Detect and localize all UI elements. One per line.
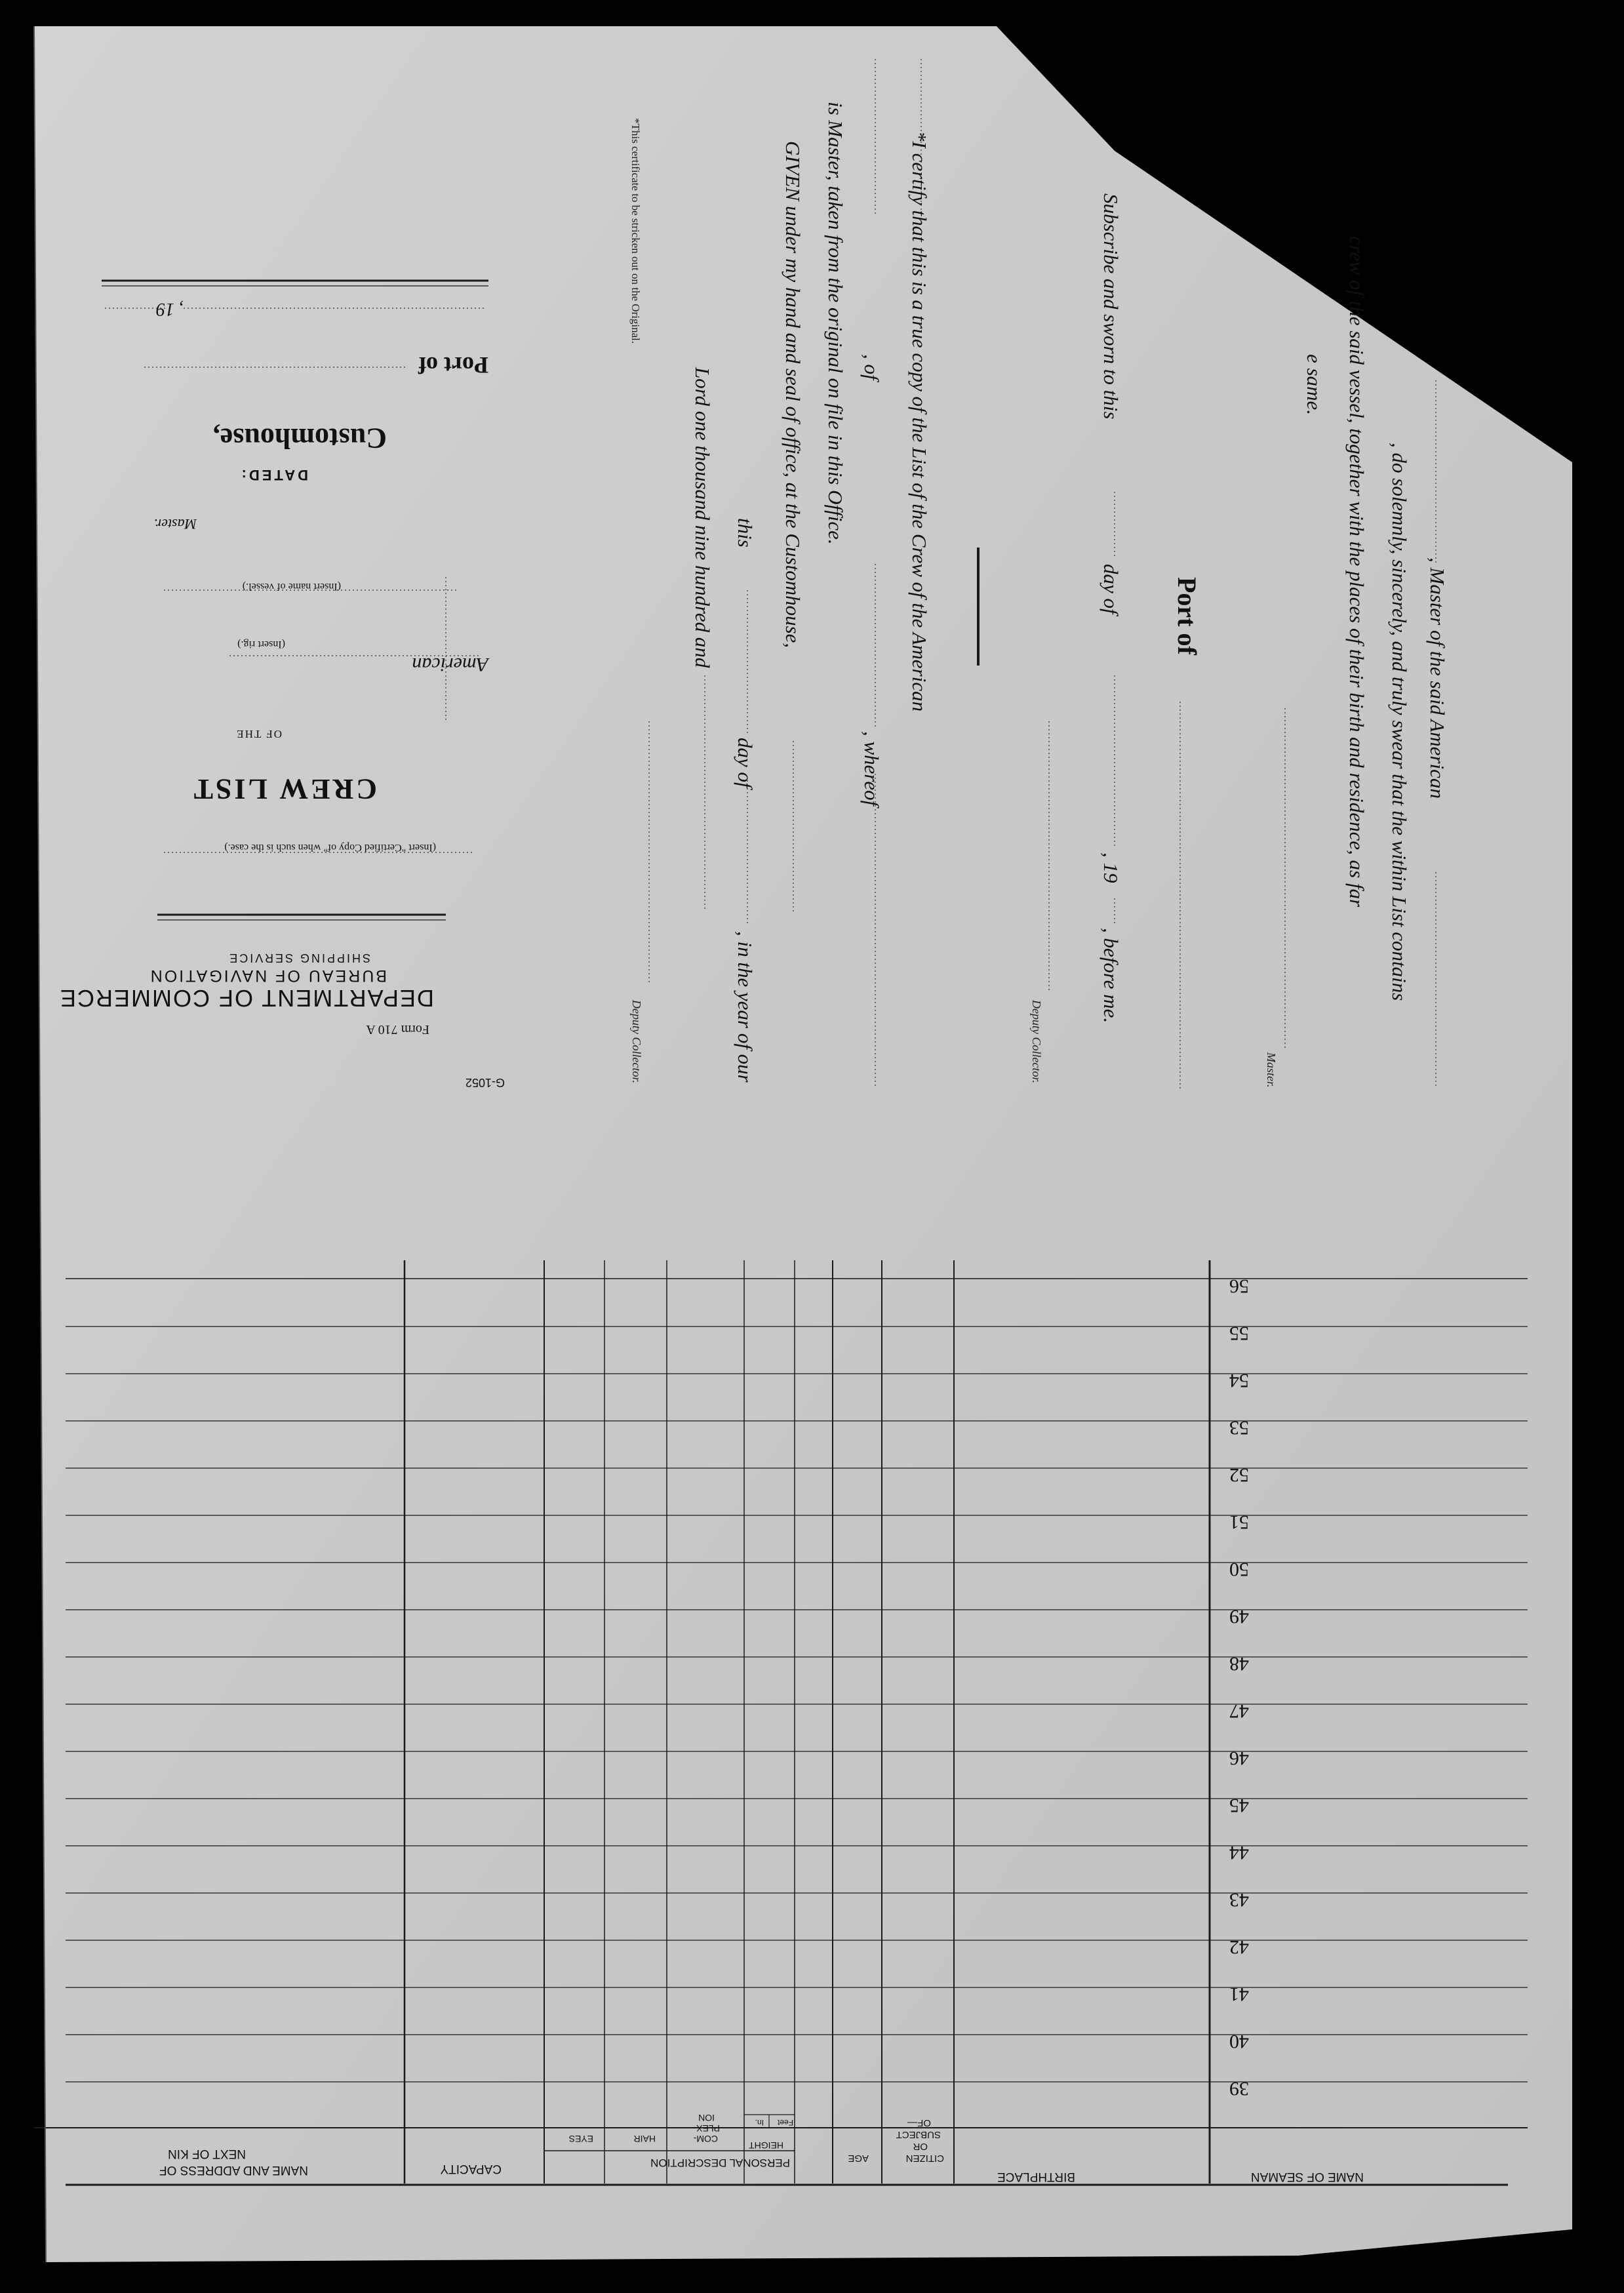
row-number: 55	[1229, 1323, 1249, 1344]
header-kin-2: NEXT OF KIN	[168, 2147, 246, 2161]
header-personal-description: PERSONAL DESCRIPTION	[650, 2157, 790, 2169]
row-number: 48	[1229, 1653, 1249, 1675]
header-eyes: EYES	[568, 2134, 593, 2144]
row-number: 44	[1229, 1842, 1249, 1864]
oath-line-3: crew of the said vessel, together with the places of their birth and residence, as far	[1345, 236, 1368, 907]
cert-line-2-whereof: , whereof	[860, 731, 883, 807]
header-height: HEIGHT	[749, 2140, 783, 2151]
cert-line-2-of: , of	[860, 354, 883, 380]
row-number: 47	[1229, 1700, 1249, 1722]
header-kin-1: NAME AND ADDRESS OF	[159, 2163, 308, 2177]
row-number: 40	[1229, 2031, 1249, 2052]
dated-label: DATED:	[239, 467, 308, 483]
header-capacity: CAPACITY	[440, 2162, 502, 2176]
form-code: G-1052	[465, 1076, 505, 1089]
year-prefix: , 19	[156, 299, 184, 319]
oath-line-4: e same.	[1303, 354, 1326, 415]
row-number: 42	[1229, 1936, 1249, 1958]
header-birthplace: BIRTHPLACE	[997, 2170, 1075, 2183]
department-heading: DEPARTMENT OF COMMERCE	[58, 985, 434, 1012]
oath-subscribed: Subscribe and sworn to this	[1099, 193, 1122, 420]
row-number: 49	[1229, 1606, 1249, 1627]
header-age: AGE	[848, 2153, 869, 2164]
row-number: 51	[1229, 1511, 1249, 1533]
insert-rig-note: (Insert rig.)	[237, 639, 285, 650]
oath-line-1: , Master of the said American	[1426, 557, 1449, 799]
crew-list-title: CREW LIST	[191, 773, 377, 805]
footnote: *This certificate to be stricken out on the Original.	[629, 118, 642, 344]
header-complexion-2: PLEX-	[693, 2123, 720, 2134]
header-feet: Feet	[777, 2118, 793, 2127]
oath-year: , 19	[1099, 852, 1122, 883]
row-number: 41	[1229, 1984, 1249, 2005]
oath-deputy-collector: Deputy Collector.	[1030, 1000, 1043, 1083]
cert-line-1: *I certify that this is a true copy of the List of the Crew of the American	[908, 131, 931, 712]
header-complexion-3: ION	[698, 2113, 715, 2123]
bureau-heading: BUREAU OF NAVIGATION	[148, 967, 387, 985]
form-number: Form 710 A	[366, 1022, 429, 1037]
customhouse-label: Customhouse,	[212, 422, 387, 454]
header-name-of-seaman: NAME OF SEAMAN	[1250, 2170, 1364, 2183]
oath-before-me: , before me.	[1099, 928, 1122, 1024]
row-number: 54	[1229, 1370, 1249, 1391]
cert-line-4: GIVEN under my hand and seal of office, at the Customhouse,	[782, 141, 804, 648]
row-number: 43	[1229, 1889, 1249, 1911]
row-number: 56	[1229, 1275, 1249, 1297]
of-the-label: OF THE	[235, 728, 282, 740]
master-label: Master.	[153, 516, 197, 532]
oath-line-2: , do solemnly, sincerely, and truly swear that the within List contains	[1388, 443, 1411, 1001]
cert-deputy-collector: Deputy Collector.	[630, 1000, 643, 1083]
cert-this: this	[734, 518, 757, 548]
header-inches: In.	[755, 2118, 764, 2127]
certified-copy-note: (Insert "Certified Copy of" when such is the case.)	[224, 842, 436, 853]
row-number: 50	[1229, 1559, 1249, 1580]
header-citizen-3: SUBJECT	[896, 2129, 941, 2140]
cert-day-of: day of	[734, 738, 757, 788]
row-number: 53	[1229, 1417, 1249, 1439]
header-hair: HAIR	[633, 2134, 656, 2144]
header-complexion-1: COM-	[693, 2134, 718, 2144]
header-citizen-1: CITIZEN	[905, 2153, 944, 2164]
oath-port-of: Port of	[1172, 577, 1202, 655]
row-number: 45	[1229, 1795, 1249, 1816]
cert-line-6: Lord one thousand nine hundred and	[691, 367, 714, 668]
oath-master-signature: Master.	[1265, 1052, 1278, 1088]
insert-vessel-note: (Insert name of vessel.)	[242, 581, 341, 592]
header-citizen-4: OF—	[907, 2117, 931, 2128]
cert-line-3: is Master, taken from the original on file in this Office.	[824, 102, 847, 545]
row-number: 39	[1229, 2078, 1249, 2100]
row-number: 46	[1229, 1747, 1249, 1769]
port-of-label: Port of	[418, 352, 488, 378]
service-heading: SHIPPING SERVICE	[228, 951, 370, 965]
header-citizen-2: OR	[913, 2141, 928, 2152]
cert-year-of-our: , in the year of our	[734, 931, 757, 1083]
american-label: American	[412, 654, 488, 675]
row-number: 52	[1229, 1464, 1249, 1486]
oath-day-of: day of	[1099, 564, 1122, 614]
